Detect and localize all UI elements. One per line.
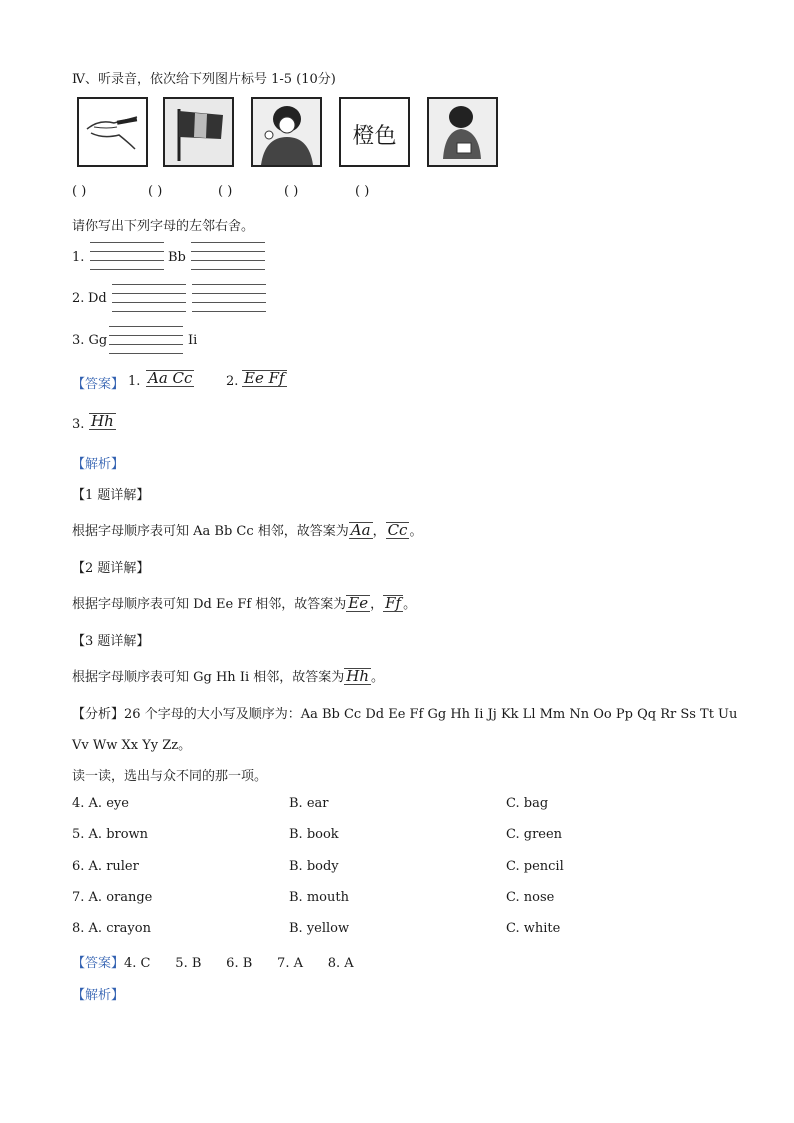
writing-lines[interactable]	[192, 284, 266, 312]
q2-number: 2.	[72, 291, 85, 306]
q6-option-a[interactable]: 6. A. ruler	[72, 859, 139, 874]
fenxi-text: 26 个字母的大小写及顺序为：Aa Bb Cc Dd Ee Ff Gg Hh Ii Jj Kk Ll Mm Nn Oo Pp Qq Rr Ss Tt Uu	[124, 707, 738, 722]
answer-3-number: 3.	[72, 417, 85, 432]
writing-lines[interactable]	[109, 326, 183, 354]
q3-number: 3. Gg	[72, 333, 108, 348]
q5-option-b[interactable]: B. book	[289, 827, 339, 842]
detail-1-text	[72, 520, 422, 539]
q2-letter: Dd	[88, 291, 107, 306]
q4-option-c[interactable]: C. bag	[506, 796, 549, 811]
q1-letter: Bb	[168, 250, 186, 265]
picture-girl	[251, 97, 322, 167]
detail-2-sentence: 根据字母顺序表可知 Dd Ee Ff 相邻，故答案为	[72, 597, 347, 612]
detail-2-ans-b: Ff	[385, 594, 402, 612]
writing-lines[interactable]	[90, 242, 164, 270]
answer-tag: 【答案】	[72, 956, 125, 971]
picture-text: 橙色	[352, 124, 397, 149]
writing-lines[interactable]	[191, 242, 265, 270]
letters-instruction: 请你写出下列字母的左邻右舍。	[72, 219, 255, 234]
detail-2-end: 。	[403, 597, 417, 612]
q7-option-b[interactable]: B. mouth	[289, 890, 349, 905]
boy-icon	[429, 99, 496, 165]
hand-writing-icon	[79, 99, 146, 165]
answer-bracket[interactable]: ( )	[355, 184, 370, 199]
detail-1-head: 【1 题详解】	[72, 488, 150, 503]
picture-orange-text	[339, 97, 410, 167]
detail-3-end: 。	[371, 670, 385, 685]
q7-option-c[interactable]: C. nose	[506, 890, 555, 905]
read-instruction: 读一读，选出与众不同的那一项。	[72, 769, 268, 784]
answer-2-line	[72, 952, 354, 971]
detail-1-sep: ，	[372, 524, 386, 539]
analysis-tag: 【解析】	[72, 457, 125, 472]
fenxi-line-2: Vv Ww Xx Yy Zz。	[72, 738, 192, 753]
q6-option-b[interactable]: B. body	[289, 859, 339, 874]
answer-tag: 【答案】	[72, 377, 125, 392]
q8-option-a[interactable]: 8. A. crayon	[72, 921, 151, 936]
q3-letter: Ii	[188, 333, 198, 348]
fenxi-line-1	[72, 703, 737, 722]
analysis-tag: 【解析】	[72, 988, 125, 1003]
answer-2-values: 4. C 5. B 6. B 7. A 8. A	[124, 956, 354, 971]
section-iv-title: Ⅳ、听录音，依次给下列图片标号 1-5 (10分)	[72, 72, 336, 87]
detail-1-sentence: 根据字母顺序表可知 Aa Bb Cc 相邻，故答案为	[72, 524, 349, 539]
answer-bracket[interactable]: ( )	[218, 184, 233, 199]
detail-3-text	[72, 666, 384, 685]
detail-2-sep: ，	[370, 597, 384, 612]
answer-bracket[interactable]: ( )	[72, 184, 87, 199]
picture-hand-writing	[77, 97, 148, 167]
q7-option-a[interactable]: 7. A. orange	[72, 890, 153, 905]
detail-1-ans-b: Cc	[387, 521, 408, 539]
q4-option-a[interactable]: 4. A. eye	[72, 796, 129, 811]
q5-option-c[interactable]: C. green	[506, 827, 563, 842]
detail-3-sentence: 根据字母顺序表可知 Gg Hh Ii 相邻，故答案为	[72, 670, 345, 685]
detail-2-head: 【2 题详解】	[72, 561, 150, 576]
answer-1-value: Aa Cc	[148, 369, 193, 387]
detail-1-ans-a: Aa	[350, 521, 371, 539]
answer-2-number: 2.	[226, 374, 239, 389]
answer-1-number: 1.	[128, 374, 141, 389]
q4-option-b[interactable]: B. ear	[289, 796, 329, 811]
girl-icon	[253, 99, 320, 165]
detail-2-ans-a: Ee	[348, 594, 369, 612]
answer-bracket[interactable]: ( )	[148, 184, 163, 199]
picture-flag	[163, 97, 234, 167]
detail-3-ans-a: Hh	[346, 667, 369, 685]
writing-lines[interactable]	[112, 284, 186, 312]
answer-3-value: Hh	[91, 412, 114, 430]
detail-1-end: 。	[409, 524, 423, 539]
q8-option-b[interactable]: B. yellow	[289, 921, 350, 936]
detail-2-text	[72, 593, 416, 612]
q8-option-c[interactable]: C. white	[506, 921, 561, 936]
q6-option-c[interactable]: C. pencil	[506, 859, 564, 874]
answer-2-value: Ee Ff	[244, 369, 285, 387]
q5-option-a[interactable]: 5. A. brown	[72, 827, 149, 842]
q1-number: 1.	[72, 250, 85, 265]
answer-bracket[interactable]: ( )	[284, 184, 299, 199]
fenxi-tag: 【分析】	[72, 707, 125, 722]
detail-3-head: 【3 题详解】	[72, 634, 150, 649]
picture-boy	[427, 97, 498, 167]
flag-icon	[165, 99, 232, 165]
